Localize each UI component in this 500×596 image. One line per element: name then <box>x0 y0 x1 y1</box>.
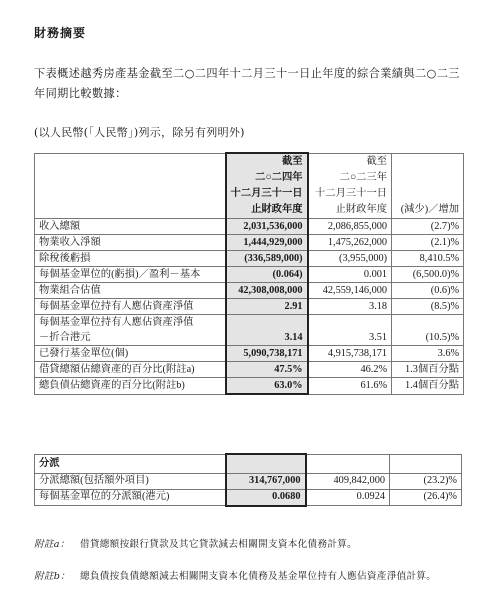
page-title: 財務摘要 <box>34 26 87 40</box>
table-row: 收入總額 2,031,536,000 2,086,855,000 (2.7)% <box>35 219 464 235</box>
header-prev-3: 十二月三十一日 <box>308 186 392 202</box>
header-cur-1: 截至 <box>226 153 308 170</box>
table-row: 物業收入淨額 1,444,929,000 1,475,262,000 (2.1)% <box>35 235 464 251</box>
table-row: 物業組合估值 42,308,008,000 42,559,146,000 (0.6)% <box>35 283 464 299</box>
table-row: 總負債佔總資產的百分比(附註b) 63.0% 61.6% 1.4個百分點 <box>35 378 464 395</box>
currency-note: (以人民幣(「人民幣」)列示，除另有列明外) <box>34 126 245 139</box>
header-prev-2: 二○二三年 <box>308 170 392 186</box>
footnote-a: 附註a： 借貸總額按銀行貸款及其它貸款減去相關開支資本化債務計算。 <box>34 539 358 550</box>
table-row: 已發行基金單位(個) 5,090,738,171 4,915,738,171 3.6% <box>35 346 464 362</box>
table-row: 每個基金單位持有人應佔資產淨值 <box>35 315 464 331</box>
table-row: 每個基金單位持有人應佔資產淨值 2.91 3.18 (8.5)% <box>35 299 464 315</box>
table-row: 分派總額(包括額外項目) 314,767,000 409,842,000 (23.2)% <box>35 473 462 489</box>
header-prev-1: 截至 <box>308 153 392 170</box>
table-row: 借貸總額佔總資產的百分比(附註a) 47.5% 46.2% 1.3個百分點 <box>35 362 464 378</box>
table-row <box>35 454 462 473</box>
table-row: －折合港元 3.14 3.51 (10.5)% <box>35 330 464 346</box>
header-cur-3: 十二月三十一日 <box>226 186 308 202</box>
table-row: 每個基金單位的分派額(港元) 0.0680 0.0924 (26.4)% <box>35 489 462 506</box>
header-prev-4: 止財政年度 <box>308 202 392 219</box>
footnote-b: 附註b： 總負債按負債總額減去相關開支資本化債務及基金單位持有人應佔資產淨值計算。 <box>34 571 437 582</box>
distribution-table <box>34 453 462 507</box>
table-row: 每個基金單位的(虧損)／盈利－基本 (0.064) 0.001 (6,500.0)% <box>35 267 464 283</box>
distribution-title: 分派 <box>35 454 226 473</box>
header-cur-4: 止財政年度 <box>226 202 308 219</box>
financial-summary-table <box>34 152 464 395</box>
header-cur-2: 二○二四年 <box>226 170 308 186</box>
table-row: 除稅後虧損 (336,589,000) (3,955,000) 8,410.5% <box>35 251 464 267</box>
intro-paragraph: 下表概述越秀房產基金截至二○二四年十二月三十一日止年度的綜合業績與二○二三年同期比較數據： <box>34 67 460 100</box>
header-change: (減少)／增加 <box>392 202 464 219</box>
